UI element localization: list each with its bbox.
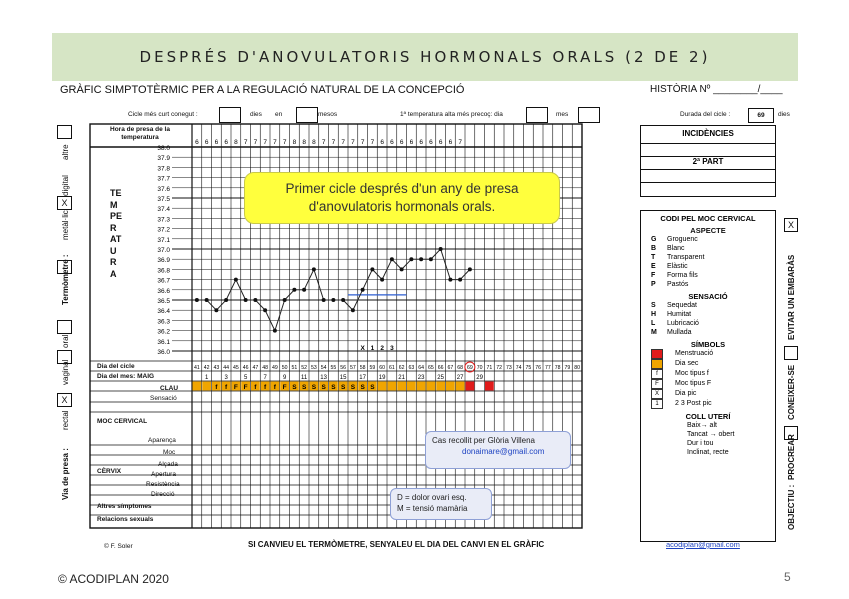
cycle-day: 51	[291, 365, 298, 371]
clau-letter: F	[243, 384, 248, 391]
temperature-point	[409, 257, 413, 261]
cycle-day: 75	[525, 365, 532, 371]
clau-cell	[417, 382, 426, 391]
temperature-point	[448, 278, 452, 282]
clau-letter: f	[273, 384, 276, 391]
cycle-day: 44	[223, 365, 230, 371]
author-note	[425, 431, 571, 469]
clau-letter: F	[233, 384, 238, 391]
hour-label: 6	[380, 139, 384, 146]
temperature-point	[400, 267, 404, 271]
month-day: 23	[417, 375, 425, 381]
temperature-point	[468, 267, 472, 271]
temp-tick: 37.0	[157, 247, 170, 254]
aspecte-item: E Elàstic	[651, 263, 688, 270]
hour-label: 6	[448, 139, 453, 146]
author-email: donaimare@gmail.com	[462, 447, 545, 456]
cycle-day: 72	[496, 365, 503, 371]
cycle-day: 57	[349, 365, 356, 371]
procrear-label: PROCREAR	[787, 434, 796, 480]
hour-label: 8	[234, 139, 238, 146]
clau-letter: S	[350, 384, 356, 391]
temperature-point	[439, 247, 443, 251]
hour-label: 7	[321, 139, 326, 146]
dia-mes-label: Dia del mes: MAIG	[97, 373, 155, 380]
clau-cell	[427, 382, 436, 391]
apertura-label: Apertura	[151, 471, 176, 478]
cycle-day: 43	[213, 365, 220, 371]
hour-label: 7	[341, 139, 345, 146]
vaginal-label: vaginal	[61, 359, 70, 385]
altre-label: altre	[61, 144, 70, 160]
coll-heading: COLL UTERÍ	[685, 412, 731, 421]
clau-cell	[446, 382, 455, 391]
aparenca-label: Aparença	[148, 437, 176, 444]
relacions-label: Relacions sexuals	[97, 516, 154, 523]
cycle-day: 74	[515, 365, 522, 371]
simbol-moc-f: Moc tipus f	[675, 370, 709, 377]
soler-credit: © F. Soler	[104, 543, 133, 550]
clau-menstruation	[466, 382, 475, 391]
temperature-point	[341, 298, 345, 302]
cycle-day: 42	[203, 365, 210, 371]
termometre-label: Termòmetre :	[61, 254, 70, 305]
cycle-day: 80	[574, 365, 581, 371]
coll-item-1: Tancat → obert	[687, 431, 735, 438]
clau-letter: F	[282, 384, 287, 391]
symptom-line-2: M = tensió mamària	[397, 504, 468, 513]
en-label: en	[275, 111, 283, 118]
cycle-day: 76	[535, 365, 542, 371]
sensacio-item: H Humitat	[651, 311, 692, 318]
temp-tick: 38.0	[157, 145, 170, 152]
peak-marker: X	[360, 345, 365, 352]
month-day: 17	[359, 375, 366, 381]
clau-letter: S	[340, 384, 346, 391]
temperature-point	[331, 298, 335, 302]
evitar-checkbox[interactable]: X	[784, 218, 798, 232]
simbol-moc-F: Moc tipus F	[675, 380, 712, 387]
hour-label: 7	[331, 139, 336, 146]
temp-tick: 37.6	[157, 185, 170, 193]
hour-label: 6	[399, 139, 404, 146]
temp-tick: 36.6	[157, 287, 170, 295]
mesos-label: mesos	[318, 111, 338, 118]
vaginal-checkbox[interactable]	[57, 350, 72, 364]
incidencies-title: INCIDÈNCIES	[641, 126, 775, 144]
hour-label: 6	[438, 139, 443, 146]
temp-tick: 36.8	[157, 267, 170, 275]
dies-label: dies	[250, 111, 262, 118]
cycle-day: 52	[301, 365, 308, 371]
cycle-day: 79	[564, 365, 571, 371]
page-number: 5	[784, 570, 791, 584]
rectal-label: rectal	[61, 410, 70, 430]
clau-cell	[407, 382, 416, 391]
temp-tick: 36.0	[157, 349, 170, 356]
temperatura-label: TEMPERATURA	[110, 188, 123, 279]
coll-item-2: Dur i tou	[687, 440, 714, 447]
temperature-point	[283, 298, 287, 302]
temp-tick: 36.3	[157, 318, 170, 326]
temperature-point	[263, 308, 267, 312]
hour-label: 6	[204, 139, 209, 146]
hour-label: 7	[243, 139, 248, 146]
sensacio-item: L Lubricació	[651, 320, 699, 327]
cycle-day: 56	[340, 365, 347, 371]
digital-checkbox[interactable]: X	[57, 196, 72, 210]
month-day: 9	[282, 375, 287, 381]
cycle-day: 67	[447, 365, 454, 371]
cycle-day: 61	[388, 365, 395, 371]
month-day: 27	[456, 375, 464, 381]
cycle-day: 48	[262, 365, 269, 371]
cycle-day: 70	[476, 365, 483, 371]
temperature-point	[253, 298, 257, 302]
clau-letter: S	[370, 384, 375, 391]
direccio-label: Direcció	[151, 491, 175, 498]
temp-tick: 37.7	[157, 175, 170, 183]
cycle-length-label: Durada del cicle :	[680, 111, 731, 118]
cycle-day: 78	[554, 365, 561, 371]
cycle-day: 68	[457, 365, 464, 371]
temperature-point	[390, 257, 394, 261]
shortest-cycle-label: Cicle més curt conegut :	[128, 111, 198, 118]
coll-item-0: Baix→ alt	[687, 422, 717, 429]
hour-label: 7	[273, 139, 277, 146]
month-day: 25	[437, 375, 444, 381]
clau-cell	[436, 382, 445, 391]
hour-label: 6	[390, 139, 394, 146]
callout-box	[244, 172, 560, 224]
hour-label: 8	[292, 139, 297, 146]
hour-label: 8	[312, 139, 316, 146]
temp-tick: 36.5	[157, 298, 170, 305]
peak-marker: 2	[380, 345, 384, 352]
clau-letter: f	[254, 384, 257, 391]
temperature-point	[234, 278, 238, 282]
temp-tick: 37.3	[157, 216, 170, 224]
hour-label: 7	[282, 139, 287, 146]
simbol-dia-sec: Dia sec	[675, 360, 699, 367]
sensacio-item: M Mullada	[651, 329, 692, 336]
hour-label: 7	[458, 139, 462, 146]
cycle-day: 66	[437, 365, 444, 371]
temperature-point	[429, 257, 433, 261]
hour-label: 6	[214, 139, 219, 146]
peak-marker: 1	[370, 345, 375, 352]
month-day: 11	[301, 375, 308, 381]
sensacio-item: S Sequedat	[651, 302, 697, 309]
clau-cell	[202, 382, 211, 391]
cycle-day: 55	[330, 365, 337, 371]
hour-label: 6	[429, 139, 433, 146]
oral-checkbox[interactable]	[57, 320, 72, 334]
clau-cell	[456, 382, 465, 391]
altres-label: Altres símptomes	[97, 503, 152, 510]
cycle-day: 64	[418, 365, 425, 371]
aspecte-item: G Groguenc	[651, 236, 698, 243]
metallic-checkbox[interactable]	[57, 260, 72, 274]
clau-letter: S	[311, 384, 317, 391]
temperature-point	[224, 298, 228, 302]
clau-letter: S	[331, 384, 336, 391]
altre-checkbox[interactable]	[57, 125, 72, 139]
temp-tick: 36.4	[157, 308, 170, 316]
via-label: Via de presa :	[61, 448, 70, 500]
incidencies-box	[640, 125, 776, 197]
temperature-point	[292, 288, 296, 292]
temp-tick: 37.8	[157, 165, 170, 173]
dia-cicle-label: Dia del cicle	[97, 363, 135, 370]
cycle-day: 46	[242, 365, 249, 371]
coneixer-label: CONEIXER-SE	[787, 364, 796, 420]
temperature-point	[195, 298, 199, 302]
cycle-day: 77	[544, 365, 551, 371]
cycle-day: 69	[466, 365, 473, 371]
temperature-point	[380, 278, 384, 282]
legend-title: CODI PEL MOC CERVICAL	[660, 214, 756, 223]
clau-letter: S	[292, 384, 297, 391]
temp-tick: 36.7	[157, 277, 170, 285]
hour-label: 6	[419, 139, 423, 146]
cycle-day: 54	[320, 365, 327, 371]
simbol-menstruacio: Menstruació	[675, 350, 714, 357]
temp-tick: 37.2	[157, 226, 170, 234]
temperature-point	[312, 267, 316, 271]
alcada-label: Alçada	[158, 461, 178, 468]
oral-label: oral	[61, 334, 70, 348]
hour-label: 6	[409, 139, 414, 146]
cycle-day: 59	[369, 365, 376, 371]
cycle-day: 58	[359, 365, 366, 371]
callout-line-2: d'anovulatoris hormonals orals.	[308, 199, 496, 214]
resistencia-label: Resistència	[146, 481, 180, 488]
cycle-day: 71	[486, 365, 493, 371]
mes-label: mes	[556, 111, 569, 118]
clau-letter: f	[215, 384, 218, 391]
coll-item-3: Inclinat, recte	[687, 449, 729, 456]
cycle-length-unit: dies	[778, 111, 790, 118]
bottom-instruction: SI CANVIEU EL TERMÒMETRE, SENYALEU EL DIA DEL CANVI EN EL GRÀFIC	[248, 540, 545, 549]
month-day: 19	[378, 375, 386, 381]
hour-label: 7	[253, 139, 258, 146]
incidencies-part: 2ª PART	[641, 157, 775, 170]
objectiu-label: OBJECTIU :	[787, 484, 796, 530]
coneixer-checkbox[interactable]	[784, 346, 798, 360]
temp-tick: 37.5	[157, 196, 170, 203]
chart-subtitle: GRÀFIC SIMPTOTÈRMIC PER A LA REGULACIÓ NATURAL DE LA CONCEPCIÓ	[60, 84, 465, 96]
legend-box: CODI PEL MOC CERVICAL ASPECTE G Groguenc B Blanc T Transparent E Elàstic F Forma fils P Pastós SENSACIÓ S Sequedat H Humitat L Lubricació M Mullada SÍMBOLS Menstruació Dia sec f Moc tipus f F Moc tipus F X Dia pic 1 2 3 Post pic COLL UTERÍ Baix→ alt Tancat → obert Dur i tou Inclinat, recte	[640, 210, 776, 542]
peak-marker: 3	[390, 345, 394, 352]
hour-label: 6	[224, 139, 228, 146]
simbol-dia-pic: Dia pic	[675, 390, 697, 397]
month-day: 1	[204, 375, 209, 381]
hour-label: 7	[263, 139, 267, 146]
month-day: 13	[320, 375, 327, 381]
aspecte-item: T Transparent	[651, 254, 705, 261]
temp-tick: 36.2	[157, 328, 170, 336]
cycle-day: 65	[427, 365, 434, 371]
hour-label: 6	[195, 139, 199, 146]
month-day: 7	[263, 375, 267, 381]
aspecte-heading: ASPECTE	[690, 226, 726, 235]
cycle-day: 49	[271, 365, 278, 371]
clau-cell	[378, 382, 387, 391]
temperature-point	[458, 278, 462, 282]
cycle-day: 45	[232, 365, 239, 371]
cycle-day: 73	[505, 365, 512, 371]
evitar-label: EVITAR UN EMBARÀS	[787, 254, 796, 340]
cycle-day: 62	[398, 365, 405, 371]
hour-label: 7	[351, 139, 355, 146]
clau-cell	[397, 382, 406, 391]
hour-label: 8	[302, 139, 306, 146]
cycle-length-value: 69	[748, 108, 774, 123]
temperature-point	[302, 288, 306, 292]
temp-tick: 37.1	[157, 236, 170, 244]
month-day: 5	[243, 375, 248, 381]
clau-letter: S	[301, 384, 307, 391]
clau-cell	[193, 382, 202, 391]
clau-menstruation	[485, 382, 494, 391]
temperature-point	[244, 298, 248, 302]
simbol-post-pic: 2 3 Post pic	[675, 400, 712, 407]
temp-tick: 36.9	[157, 257, 170, 265]
temperature-point	[205, 298, 209, 302]
month-day: 21	[398, 375, 405, 381]
cycle-day: 47	[252, 365, 259, 371]
temp-tick: 37.9	[157, 155, 170, 163]
slide-title: DESPRÉS D'ANOVULATORIS HORMONALS ORALS (2 DE 2)	[139, 48, 711, 66]
temp-tick: 36.1	[157, 338, 170, 346]
temp-tick: 37.4	[157, 206, 170, 214]
procrear-checkbox[interactable]	[784, 426, 798, 440]
cycle-day: 53	[310, 365, 317, 371]
temperature-point	[361, 288, 365, 292]
clau-label: CLAU	[160, 385, 179, 392]
sensacio-label: Sensació	[150, 395, 177, 402]
sensacio-heading: SENSACIÓ	[688, 292, 728, 301]
month-day: 29	[476, 375, 483, 381]
aspecte-item: F Forma fils	[651, 272, 698, 279]
temperature-point	[351, 308, 355, 312]
month-day: 3	[224, 375, 228, 381]
hora-label: Hora de presa de la temperatura	[110, 126, 170, 141]
hour-label: 7	[370, 139, 375, 146]
simbols-heading: SÍMBOLS	[690, 340, 726, 349]
digital-label: digital	[61, 175, 70, 196]
symptom-line-1: D = dolor ovari esq.	[397, 493, 467, 502]
cycle-day: 41	[193, 365, 200, 371]
cycle-day: 63	[408, 365, 415, 371]
symptom-note	[390, 488, 492, 520]
temperature-point	[273, 329, 277, 333]
aspecte-item: B Blanc	[651, 245, 685, 252]
temperature-point	[419, 257, 423, 261]
copyright: © ACODIPLAN 2020	[58, 572, 169, 586]
month-day: 15	[339, 375, 347, 381]
clau-letter: f	[264, 384, 267, 391]
moc-label: Moc	[163, 449, 176, 456]
historia-field: HISTÒRIA Nº ________/____	[650, 84, 783, 95]
callout-line-1: Primer cicle després d'un any de presa	[285, 181, 519, 196]
first-high-temp-label: 1ª temperatura alta més precoç: dia	[400, 111, 503, 118]
clau-letter: S	[321, 384, 326, 391]
moc-cervical-label: MOC CERVICAL	[97, 418, 148, 425]
clau-letter: S	[360, 384, 365, 391]
clau-letter: f	[225, 384, 228, 391]
cervix-label: CÈRVIX	[97, 468, 122, 475]
temperature-point	[322, 298, 326, 302]
acodiplan-email[interactable]: acodiplan@gmail.com	[666, 540, 740, 549]
metallic-label: metàl·lic	[61, 210, 70, 240]
cycle-day: 50	[281, 365, 288, 371]
cycle-day: 60	[379, 365, 386, 371]
author-line: Cas recollit per Glòria Villena	[432, 436, 536, 445]
aspecte-item: P Pastós	[651, 281, 689, 288]
clau-cell	[388, 382, 397, 391]
temperature-point	[370, 267, 374, 271]
temperature-point	[214, 308, 218, 312]
rectal-checkbox[interactable]: X	[57, 393, 72, 407]
hour-label: 7	[360, 139, 365, 146]
